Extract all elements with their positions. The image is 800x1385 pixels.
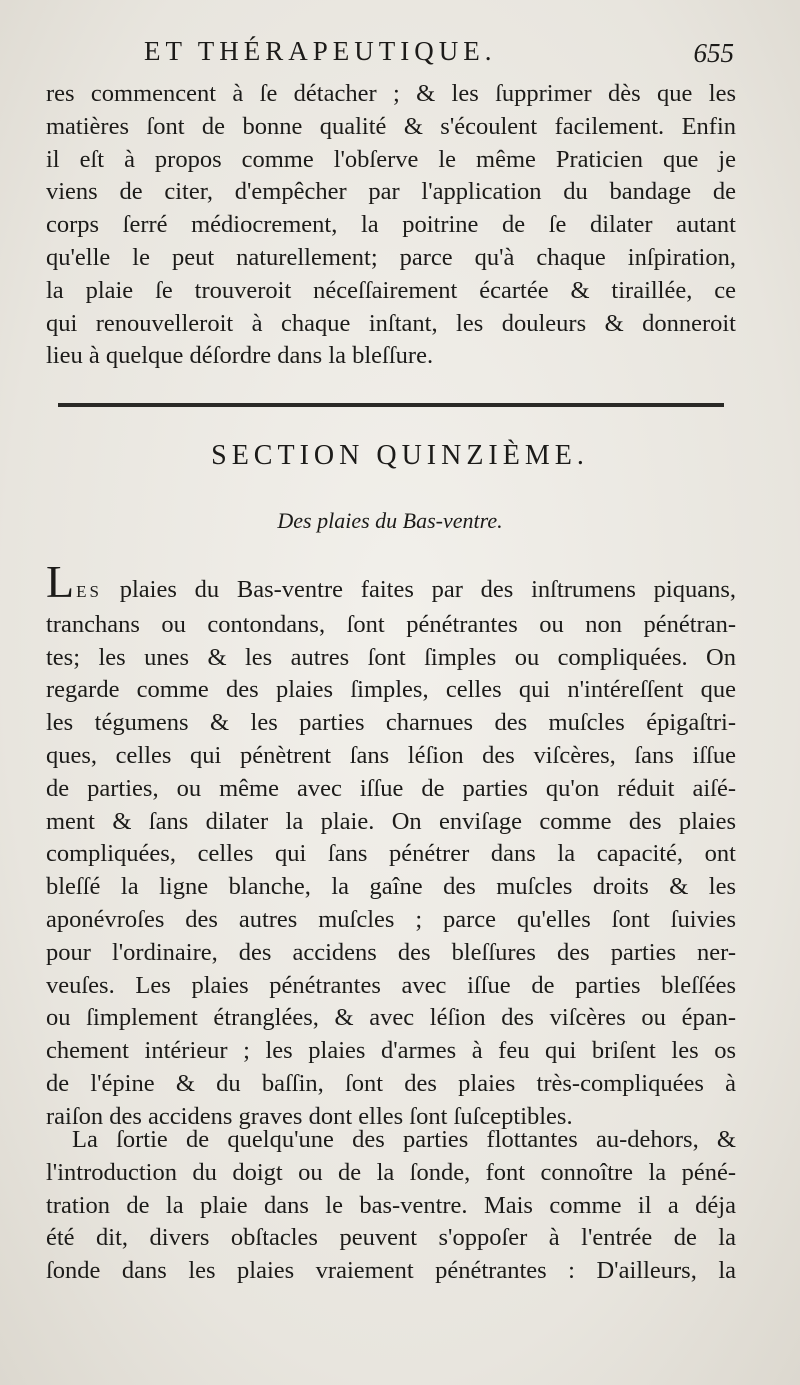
page-number: 655 [693, 38, 734, 68]
text-line: aponévroſes des autres muſcles ; parce qu'elles ſont ſuivies [46, 905, 736, 933]
section-subtitle: Des plaies du Bas-ventre. [277, 508, 503, 533]
text-line: bleſſé la ligne blanche, la gaîne des muſcles droits & les [46, 873, 736, 901]
text-line: res commencent à ſe détacher ; & les ſupprimer dès que les [46, 80, 736, 107]
text-line: l'introduction du doigt ou de la ſonde, font connoître la péné- [46, 1158, 736, 1186]
text-line: ment & ſans dilater la plaie. On enviſage comme des plaies [46, 807, 736, 835]
text-line: regarde comme des plaies ſimples, celles qui n'intéreſſent que [46, 676, 736, 704]
text-line: été dit, divers obſtacles peuvent s'oppoſer à l'entrée de la [46, 1224, 736, 1252]
text-line: pour l'ordinaire, des accidens des bleſſures des parties ner- [46, 938, 736, 966]
text-line: viens de citer, d'empêcher par l'application du bandage de [46, 178, 736, 206]
section-divider [58, 403, 724, 407]
paragraph-2 [46, 1124, 736, 1288]
text-line: compliquées, celles qui ſans pénétrer dans la capacité, ont [46, 840, 736, 868]
first-line-text: plaies du Bas-ventre faites par des inſtrumens piquans, [101, 576, 736, 603]
paragraph-1 [46, 556, 736, 1134]
text-line: matières ſont de bonne qualité & s'écoulent facilement. Enfin [46, 112, 736, 140]
text-line: de parties, ou même avec iſſue de parties qu'on réduit aiſé- [46, 774, 736, 802]
text-line: tration de la plaie dans le bas-ventre. Mais comme il a déja [46, 1191, 736, 1219]
text-line: lieu à quelque déſordre dans la bleſſure. [46, 342, 434, 370]
text-line: la plaie ſe trouveroit néceſſairement écartée & tiraillée, ce [46, 276, 736, 304]
text-line: ſonde dans les plaies vraiement pénétrantes : D'ailleurs, la [46, 1257, 736, 1285]
text-line: qui renouvelleroit à chaque inſtant, les douleurs & donneroit [46, 309, 736, 337]
text-line: qu'elle le peut naturellement; parce qu'à chaque inſpiration, [46, 243, 736, 271]
drop-cap: L [46, 556, 77, 607]
text-line: les tégumens & les parties charnues des muſcles épigaſtri- [46, 709, 736, 737]
section-title: SECTION QUINZIÈME. [211, 440, 589, 471]
top-paragraph [46, 78, 736, 373]
first-line [46, 556, 736, 609]
text-line: tes; les unes & les autres ſont ſimples ou compliquées. On [46, 643, 736, 671]
small-caps: ES [76, 582, 102, 601]
text-line: La ſortie de quelqu'une des parties flottantes au-dehors, & [72, 1126, 736, 1153]
text-line: veuſes. Les plaies pénétrantes avec iſſue de parties bleſſées [46, 971, 736, 999]
text-line: chement intérieur ; les plaies d'armes à feu qui briſent les os [46, 1037, 736, 1065]
text-line: de l'épine & du baſſin, ſont des plaies très-compliquées à [46, 1069, 736, 1097]
text-line: tranchans ou contondans, ſont pénétrantes ou non pénétran- [46, 610, 736, 638]
page-header [58, 36, 734, 76]
text-line: corps ſerré médiocrement, la poitrine de ſe dilater autant [46, 211, 736, 239]
text-line: ques, celles qui pénètrent ſans léſion des viſcères, ſans iſſue [46, 741, 736, 769]
running-title: ET THÉRAPEUTIQUE. [144, 36, 497, 66]
text-line: il eſt à propos comme l'obſerve le même Praticien que je [46, 145, 736, 173]
text-line: raiſon des accidens graves dont elles ſont ſuſceptibles. [46, 1102, 573, 1130]
text-line: ou ſimplement étranglées, & avec léſion des viſcères ou épan- [46, 1004, 736, 1032]
